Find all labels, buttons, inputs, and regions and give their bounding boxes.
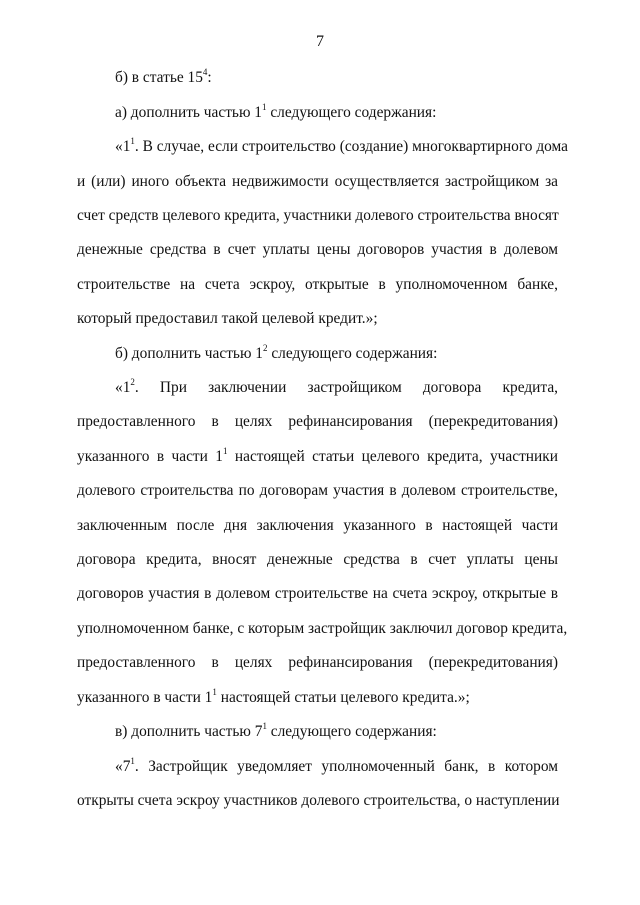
text-line: предоставленного в целях рефинансирования (перекредитования) [77, 413, 558, 430]
text-line: предоставленного в целях рефинансирования (перекредитования) [77, 654, 558, 671]
text-line: в) дополнить частью $7^1$ следующего содержания: [115, 720, 437, 740]
text-line: долевого строительства по договорам участия в долевом строительстве, [77, 482, 558, 499]
page-number: 7 [316, 33, 324, 50]
text-line: договора кредита, вносят денежные средства в счет уплаты цены [77, 551, 558, 568]
text-line: указанного в части $1^1$ настоящей статьи целевого кредита, участники [77, 445, 558, 465]
text-line: открыты счета эскроу участников долевого строительства, о наступлении [77, 792, 560, 809]
text-line: строительстве на счета эскроу, открытые в уполномоченном банке, [77, 276, 558, 293]
text-line: уполномоченном банке, с которым застройщик заключил договор кредита, [77, 620, 568, 637]
text-line: указанного в части $1^1$ настоящей статьи целевого кредита.»; [77, 686, 470, 706]
text-line: б) дополнить частью $1^2$ следующего содержания: [115, 342, 438, 362]
text-line: заключенным после дня заключения указанного в настоящей части [77, 517, 558, 534]
text-line: а) дополнить частью $1^1$ следующего содержания: [115, 101, 437, 121]
text-line: б) в статье $15^4$: [115, 66, 212, 86]
text-line: и (или) иного объекта недвижимости осуществляется застройщиком за [77, 173, 558, 190]
text-line: денежные средства в счет уплаты цены договоров участия в долевом [77, 241, 558, 258]
text-line: который предоставил такой целевой кредит.»; [77, 310, 378, 327]
text-line: договоров участия в долевом строительстве на счета эскроу, открытые в [77, 585, 558, 602]
text-line: счет средств целевого кредита, участники долевого строительства вносят [77, 207, 559, 224]
text-line: «$1^2$. При заключении застройщиком договора кредита, [115, 376, 558, 396]
text-line: «$7^1$. Застройщик уведомляет уполномоченный банк, в котором [115, 755, 558, 775]
text-line: «$1^1$. В случае, если строительство (создание) многоквартирного дома [115, 135, 569, 155]
